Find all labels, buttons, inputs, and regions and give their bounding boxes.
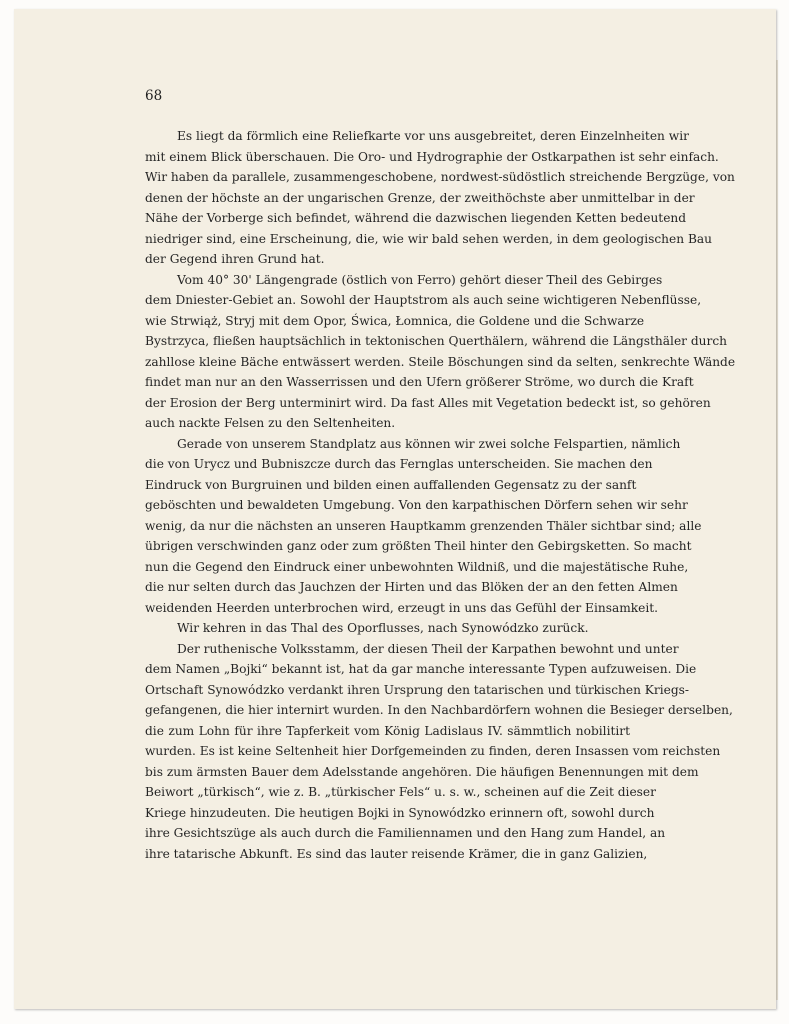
text-line: übrigen verschwinden ganz oder zum größten Theil hinter den Gebirgsketten. So macht [145, 539, 692, 553]
text-line: findet man nur an den Wasserrissen und den Ufern größerer Ströme, wo durch die Kraft [145, 375, 694, 389]
text-line: Nähe der Vorberge sich befindet, während die dazwischen liegenden Ketten bedeutend [145, 211, 687, 225]
text-line: wurden. Es ist keine Seltenheit hier Dorfgemeinden zu finden, deren Insassen vom reichsten [145, 744, 721, 758]
text-line: wenig, da nur die nächsten an unseren Hauptkamm grenzenden Thäler sichtbar sind; alle [145, 518, 702, 533]
body-text [145, 126, 736, 864]
text-line: bis zum ärmsten Bauer dem Adelsstande angehören. Die häufigen Benennungen mit dem [145, 764, 699, 779]
text-line: niedriger sind, eine Erscheinung, die, wie wir bald sehen werden, in dem geologischen Bau [145, 231, 713, 246]
text-line: wie Strwiąż, Stryj mit dem Opor, Świca, Łomnica, die Goldene und die Schwarze [145, 313, 645, 328]
text-line: Beiwort „türkisch“, wie z. B. „türkischer Fels“ u. s. w., scheinen auf die Zeit dieser [145, 785, 656, 799]
text-line: geböschten und bewaldeten Umgebung. Von den karpathischen Dörfern sehen wir sehr [145, 498, 688, 512]
text-line: Der ruthenische Volksstamm, der diesen Theil der Karpathen bewohnt und unter [177, 641, 679, 656]
text-line: Eindruck von Burgruinen und bilden einen auffallenden Gegensatz zu der sanft [145, 477, 637, 492]
text-line: weidenden Heerden unterbrochen wird, erzeugt in uns das Gefühl der Einsamkeit. [145, 600, 659, 615]
text-line: ihre Gesichtszüge als auch durch die Familiennamen und den Hang zum Handel, an [145, 826, 666, 840]
text-line: zahllose kleine Bäche entwässert werden. Steile Böschungen sind da selten, senkrechte Wände [145, 354, 736, 369]
text-line: der Gegend ihren Grund hat. [145, 252, 325, 266]
text-line: auch nackte Felsen zu den Seltenheiten. [145, 416, 396, 430]
text-line: mit einem Blick überschauen. Die Oro- und Hydrographie der Ostkarpathen ist sehr einfach. [145, 149, 719, 164]
text-line: der Erosion der Berg unterminirt wird. Da fast Alles mit Vegetation bedeckt ist, so gehören [145, 395, 711, 410]
text-line: ihre tatarische Abkunft. Es sind das lauter reisende Krämer, die in ganz Galizien, [145, 846, 648, 861]
text-line: dem Dniester-Gebiet an. Sowohl der Hauptstrom als auch seine wichtigeren Nebenflüsse, [145, 293, 702, 307]
text-line: dem Namen „Bojki“ bekannt ist, hat da gar manche interessante Typen aufzuweisen. Die [145, 662, 697, 676]
text-line: Bystrzyca, fließen hauptsächlich in tektonischen Querthälern, während die Längsthäler durch [145, 334, 728, 348]
text-line: Wir kehren in das Thal des Oporflusses, nach Synowódzko zurück. [177, 621, 589, 635]
text-line: Wir haben da parallele, zusammengeschobene, nordwest-südöstlich streichende Bergzüge, von [145, 170, 735, 184]
text-line: Gerade von unserem Standplatz aus können wir zwei solche Felspartien, nämlich [177, 436, 681, 451]
text-line: Kriege hinzudeuten. Die heutigen Bojki in Synowódzko erinnern oft, sowohl durch [145, 805, 655, 820]
text-line: Es liegt da förmlich eine Reliefkarte vor uns ausgebreitet, deren Einzelnheiten wir [177, 129, 689, 143]
page-number: 68 [145, 88, 163, 104]
text-line: gefangenen, die hier internirt wurden. In den Nachbardörfern wohnen die Besieger derselben, [145, 703, 733, 717]
text-line: die nur selten durch das Jauchzen der Hirten und das Blöken der an den fetten Almen [145, 580, 678, 594]
text-line: Vom 40° 30' Längengrade (östlich von Ferro) gehört dieser Theil des Gebirges [177, 272, 663, 287]
text-line: Ortschaft Synowódzko verdankt ihren Ursprung den tatarischen und türkischen Kriegs- [145, 682, 690, 697]
text-line: die von Urycz und Bubniszcze durch das Fernglas unterscheiden. Sie machen den [145, 457, 653, 471]
text-line: die zum Lohn für ihre Tapferkeit vom König Ladislaus IV. sämmtlich nobilitirt [145, 723, 630, 738]
text-line: denen der höchste an der ungarischen Grenze, der zweithöchste aber unmittelbar in der [145, 190, 695, 205]
text-line: nun die Gegend den Eindruck einer unbewohnten Wildniß, und die majestätische Ruhe, [145, 559, 689, 574]
